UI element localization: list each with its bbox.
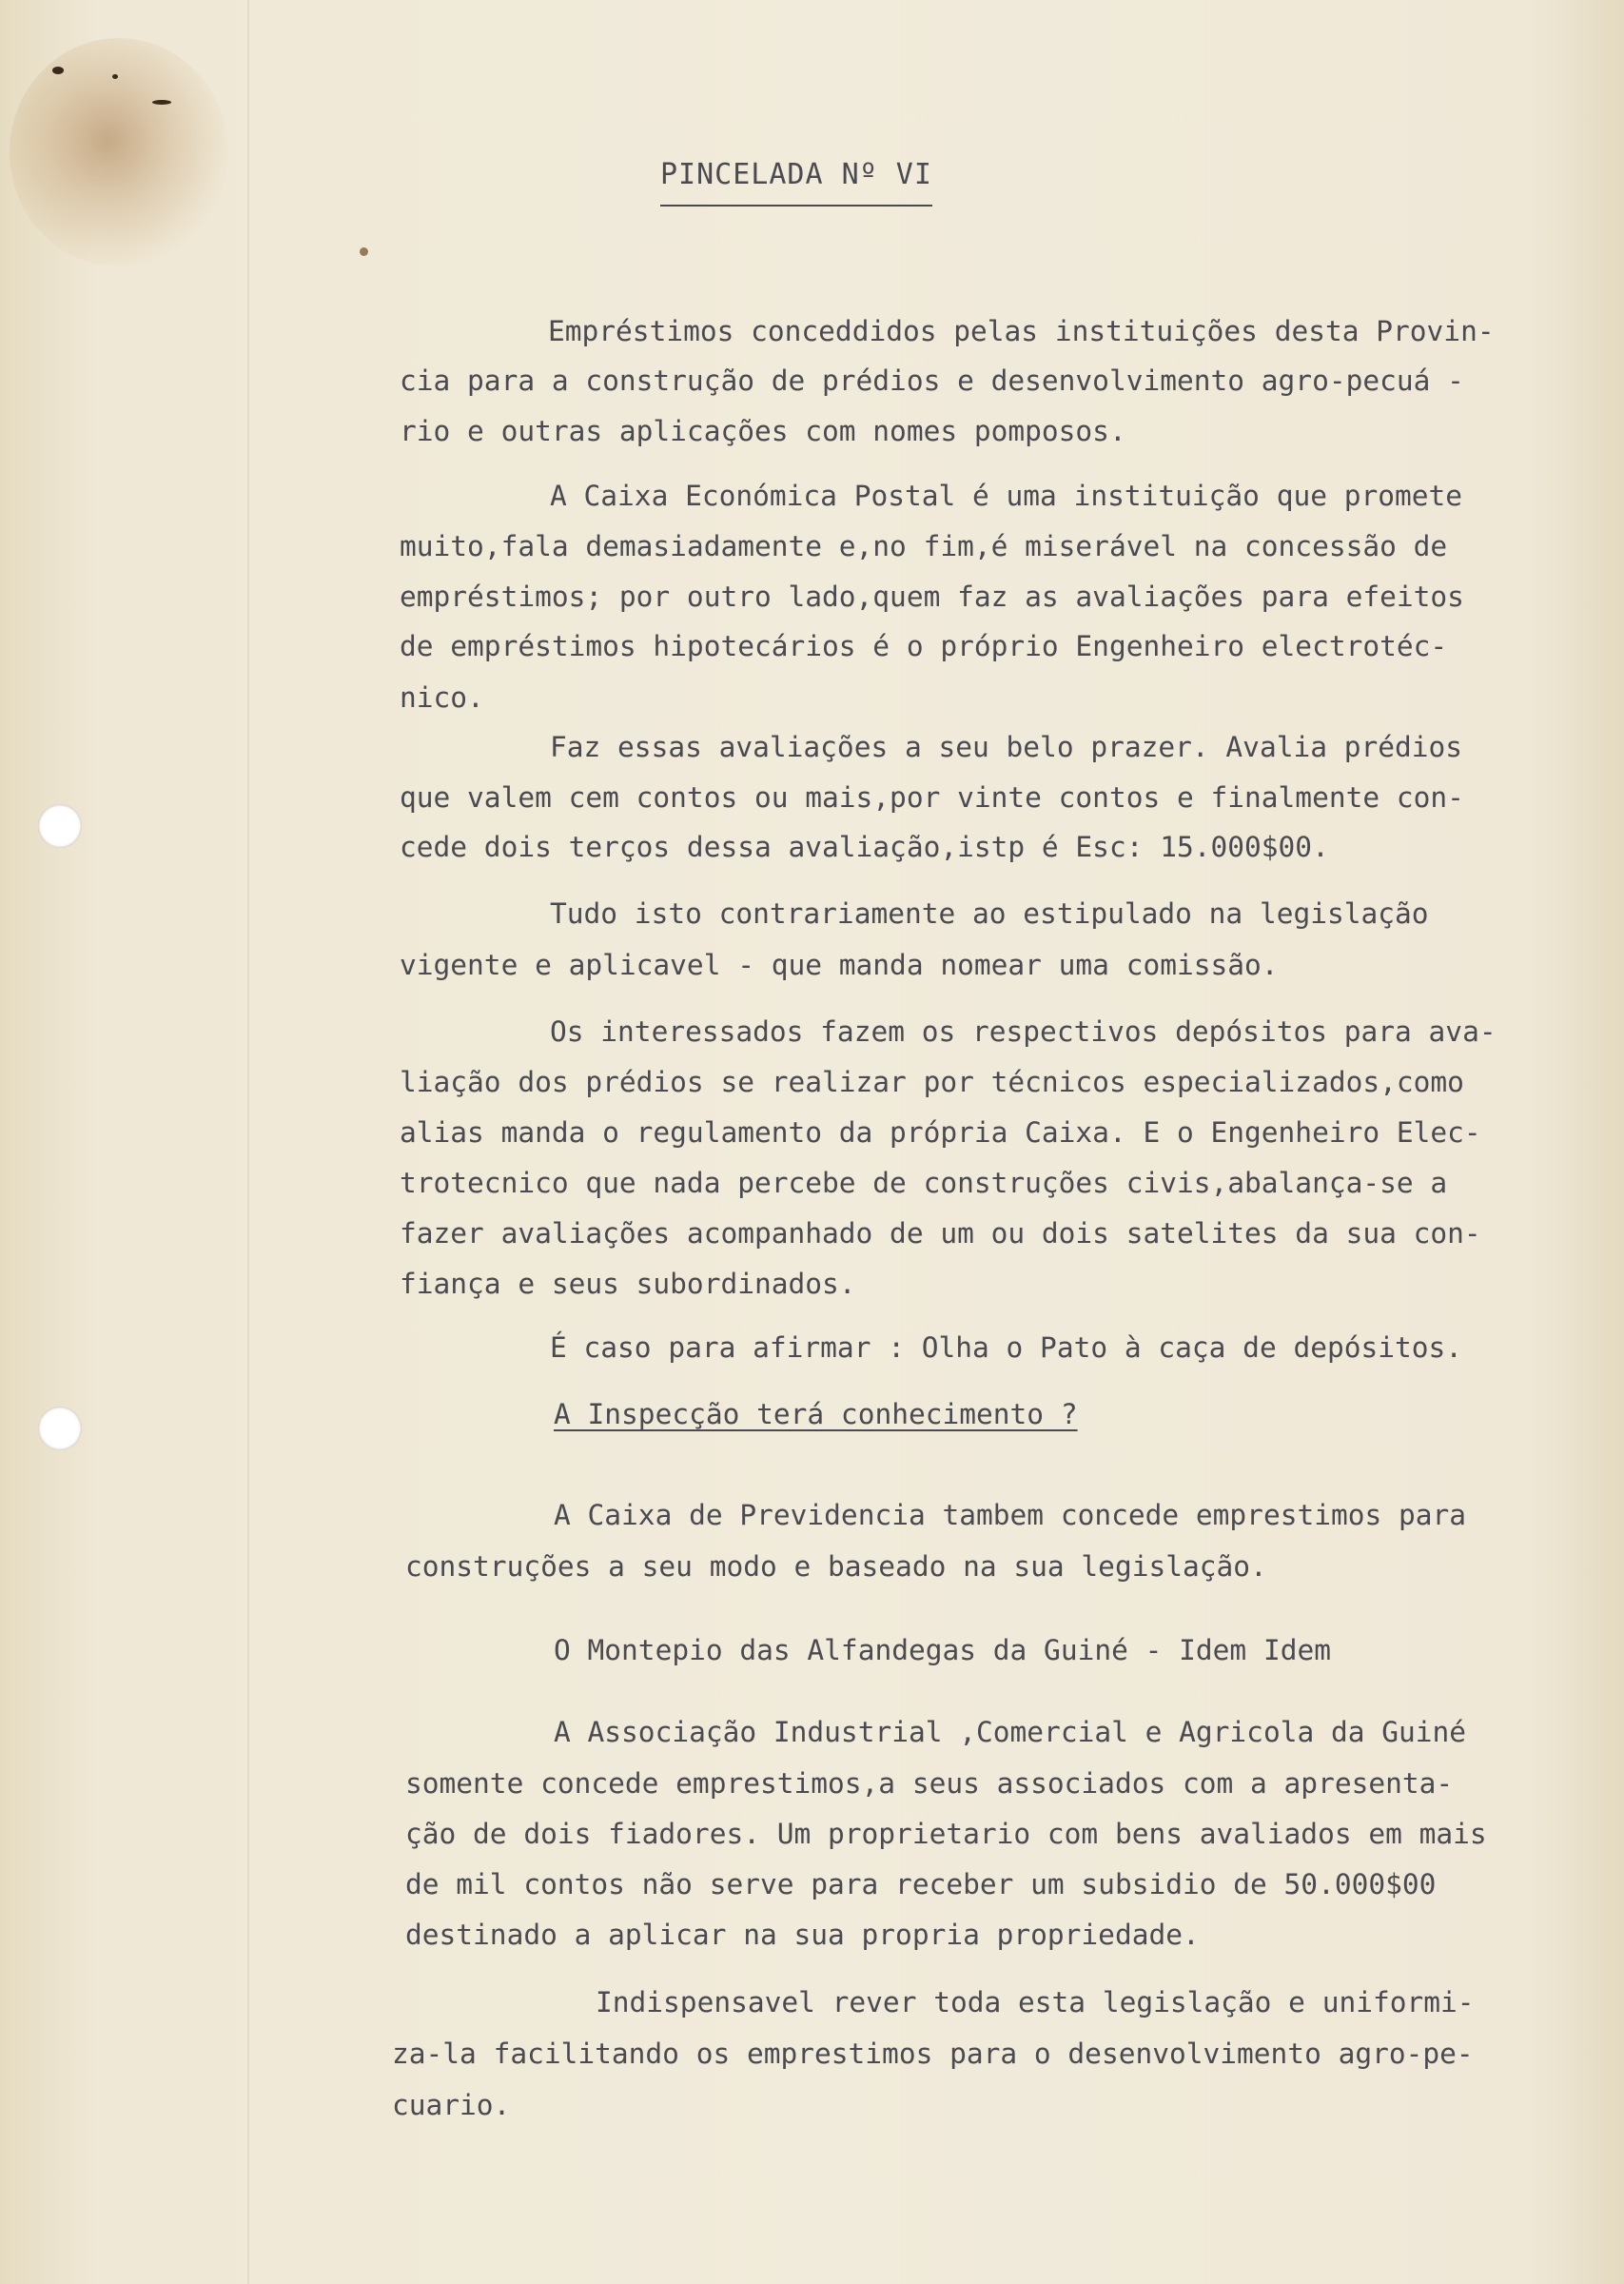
text-line: fazer avaliações acompanhado de um ou dois satelites da sua con- xyxy=(400,1217,1481,1250)
text-line: A Caixa Económica Postal é uma instituição que promete xyxy=(550,480,1463,512)
paper-fold xyxy=(247,0,249,2284)
text-line: A Associação Industrial ,Comercial e Agricola da Guiné xyxy=(554,1716,1467,1748)
text-line: Faz essas avaliações a seu belo prazer. Avalia prédios xyxy=(550,731,1463,763)
rust-stain xyxy=(10,38,228,266)
ink-speck xyxy=(112,74,118,79)
text-line: de mil contos não serve para receber um subsidio de 50.000$00 xyxy=(405,1868,1437,1900)
text-line: ção de dois fiadores. Um proprietario com bens avaliados em mais xyxy=(405,1818,1487,1850)
ink-speck xyxy=(360,247,368,256)
text-line: Tudo isto contrariamente ao estipulado na legislação xyxy=(550,897,1429,930)
text-line: rio e outras aplicações com nomes pomposos. xyxy=(400,415,1126,447)
ink-speck xyxy=(52,67,64,74)
text-line: A Caixa de Previdencia tambem concede emprestimos para xyxy=(554,1499,1467,1531)
text-line: alias manda o regulamento da própria Caixa. E o Engenheiro Elec- xyxy=(400,1116,1481,1149)
text-line: za-la facilitando os emprestimos para o desenvolvimento agro-pe- xyxy=(392,2038,1474,2070)
text-line: cuario. xyxy=(392,2089,511,2121)
ink-speck xyxy=(152,100,171,105)
text-line: cede dois terços dessa avaliação,istp é Esc: 15.000$00. xyxy=(400,831,1329,863)
text-line: vigente e aplicavel - que manda nomear uma comissão. xyxy=(400,949,1279,981)
text-line: cia para a construção de prédios e desenvolvimento agro-pecuá - xyxy=(400,364,1464,397)
text-line: muito,fala demasiadamente e,no fim,é miserável na concessão de xyxy=(400,530,1448,562)
text-line: liação dos prédios se realizar por técnicos especializados,como xyxy=(400,1066,1464,1098)
text-line: somente concede emprestimos,a seus associados com a apresenta- xyxy=(405,1767,1454,1800)
document-title: PINCELADA Nº VI xyxy=(660,158,932,207)
text-line: É caso para afirmar : Olha o Pato à caça de depósitos. xyxy=(550,1331,1463,1364)
text-line: fiança e seus subordinados. xyxy=(400,1268,856,1300)
text-line: O Montepio das Alfandegas da Guiné - Idem Idem xyxy=(554,1634,1331,1666)
text-line: que valem cem contos ou mais,por vinte contos e finalmente con- xyxy=(400,781,1464,814)
text-line: nico. xyxy=(400,681,484,714)
text-line: Indispensavel rever toda esta legislação e uniformi- xyxy=(596,1986,1475,2018)
text-line: de empréstimos hipotecários é o próprio Engenheiro electrotéc- xyxy=(400,630,1448,662)
punch-hole xyxy=(38,1407,82,1450)
text-line: empréstimos; por outro lado,quem faz as avaliações para efeitos xyxy=(400,581,1464,613)
text-line: construções a seu modo e baseado na sua legislação. xyxy=(405,1550,1267,1583)
text-line: Empréstimos conceddidos pelas instituições desta Provin- xyxy=(548,315,1495,347)
punch-hole xyxy=(38,804,82,848)
section-heading: A Inspecção terá conhecimento ? xyxy=(554,1398,1078,1430)
text-line: destinado a aplicar na sua propria propriedade. xyxy=(405,1919,1200,1951)
text-line: Os interessados fazem os respectivos depósitos para ava- xyxy=(550,1015,1497,1048)
text-line: trotecnico que nada percebe de construções civis,abalança-se a xyxy=(400,1167,1448,1199)
